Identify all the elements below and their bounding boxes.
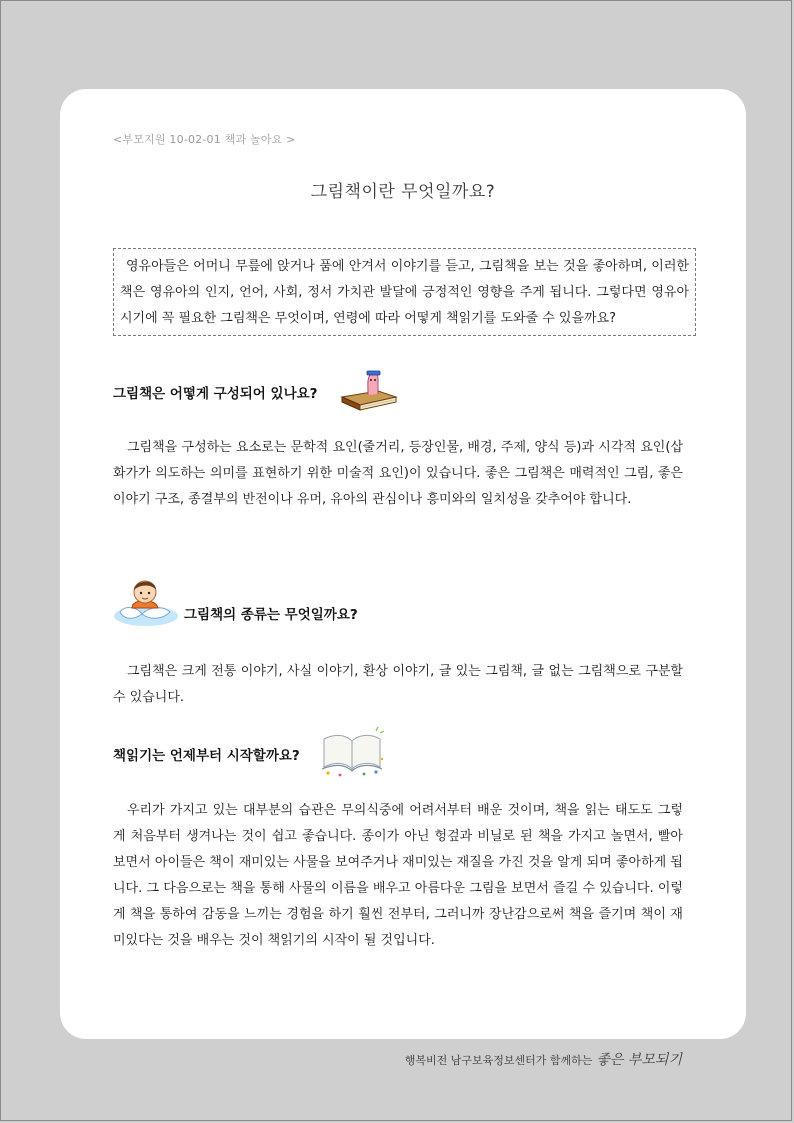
- section-body-composition: 그림책을 구성하는 요소로는 문학적 요인(줄거리, 등장인물, 배경, 주제, 양식 등)과 시각적 요인(삽화가가 의도하는 의미를 표현하기 위한 미술적 요인)이 있습니다. 좋은 그림책은 매력적인 그림, 좋은 이야기 구조, 종결부의 반전이나 유머, 유아의 관심이나 흥미와의 일치성을 갖추어야 합니다.: [113, 440, 683, 507]
- page-title: 그림책이란 무엇일까요?: [310, 182, 496, 202]
- section-body-when: 우리가 가지고 있는 대부분의 습관은 무의식중에 어려서부터 배운 것이며, 책을 읽는 태도도 그렇게 처음부터 생겨나는 것이 쉽고 좋습니다. 종이가 아닌 헝겊과 비닐로 된 책을 가지고 놀면서, 빨아 보면서 아이들은 책이 재미있는 사물을 보여주거나 재미있는 재질을 가진 것을 알게 되며 좋아하게 됩니다. 그 다음으로는 책을 통해 사물의 이름을 배우고 아름다운 그림을 보면서 즐길 수 있습니다. 이렇게 책을 통하여 감동을 느끼는 경험을 하기 훨씬 전부터, 그러니까 장난감으로써 책을 즐기며 책이 재미있다는 것을 배우는 것이 책읽기의 시작이 될 것입니다.: [113, 803, 683, 948]
- footer: [405, 1049, 682, 1069]
- open-book-icon: [318, 725, 386, 777]
- breadcrumb: <부모지원 10-02-01 책과 놀아요 >: [113, 133, 296, 146]
- footer-brand: 좋은 부모되기: [596, 1052, 682, 1068]
- section-heading-types: 그림책의 종류는 무엇일까요?: [184, 607, 358, 623]
- section-heading-when: 책읽기는 언제부터 시작할까요?: [113, 748, 300, 764]
- intro-box: [113, 248, 696, 336]
- intro-text: 영유아들은 어머니 무릎에 앉거나 품에 안겨서 이야기를 듣고, 그림책을 보는 것을 좋아하며, 이러한 책은 영유아의 인지, 언어, 사회, 정서 가치관 발달에 긍정적인 영향을 주게 됩니다. 그렇다면 영유아 시기에 꼭 필요한 그림책은 무엇이며, 연령에 따라 어떻게 책읽기를 도와줄 수 있을까요?: [120, 259, 689, 326]
- section-body-types: 그림책은 크게 전통 이야기, 사실 이야기, 환상 이야기, 글 있는 그림책, 글 없는 그림책으로 구분할 수 있습니다.: [113, 664, 683, 705]
- content-card: [60, 89, 746, 1039]
- child-reading-icon: [112, 572, 184, 630]
- section-heading-composition: 그림책은 어떻게 구성되어 있나요?: [113, 386, 318, 402]
- book-with-worm-icon: [338, 367, 398, 413]
- footer-text: 행복비전 남구보육정보센터가 함께하는: [404, 1054, 593, 1067]
